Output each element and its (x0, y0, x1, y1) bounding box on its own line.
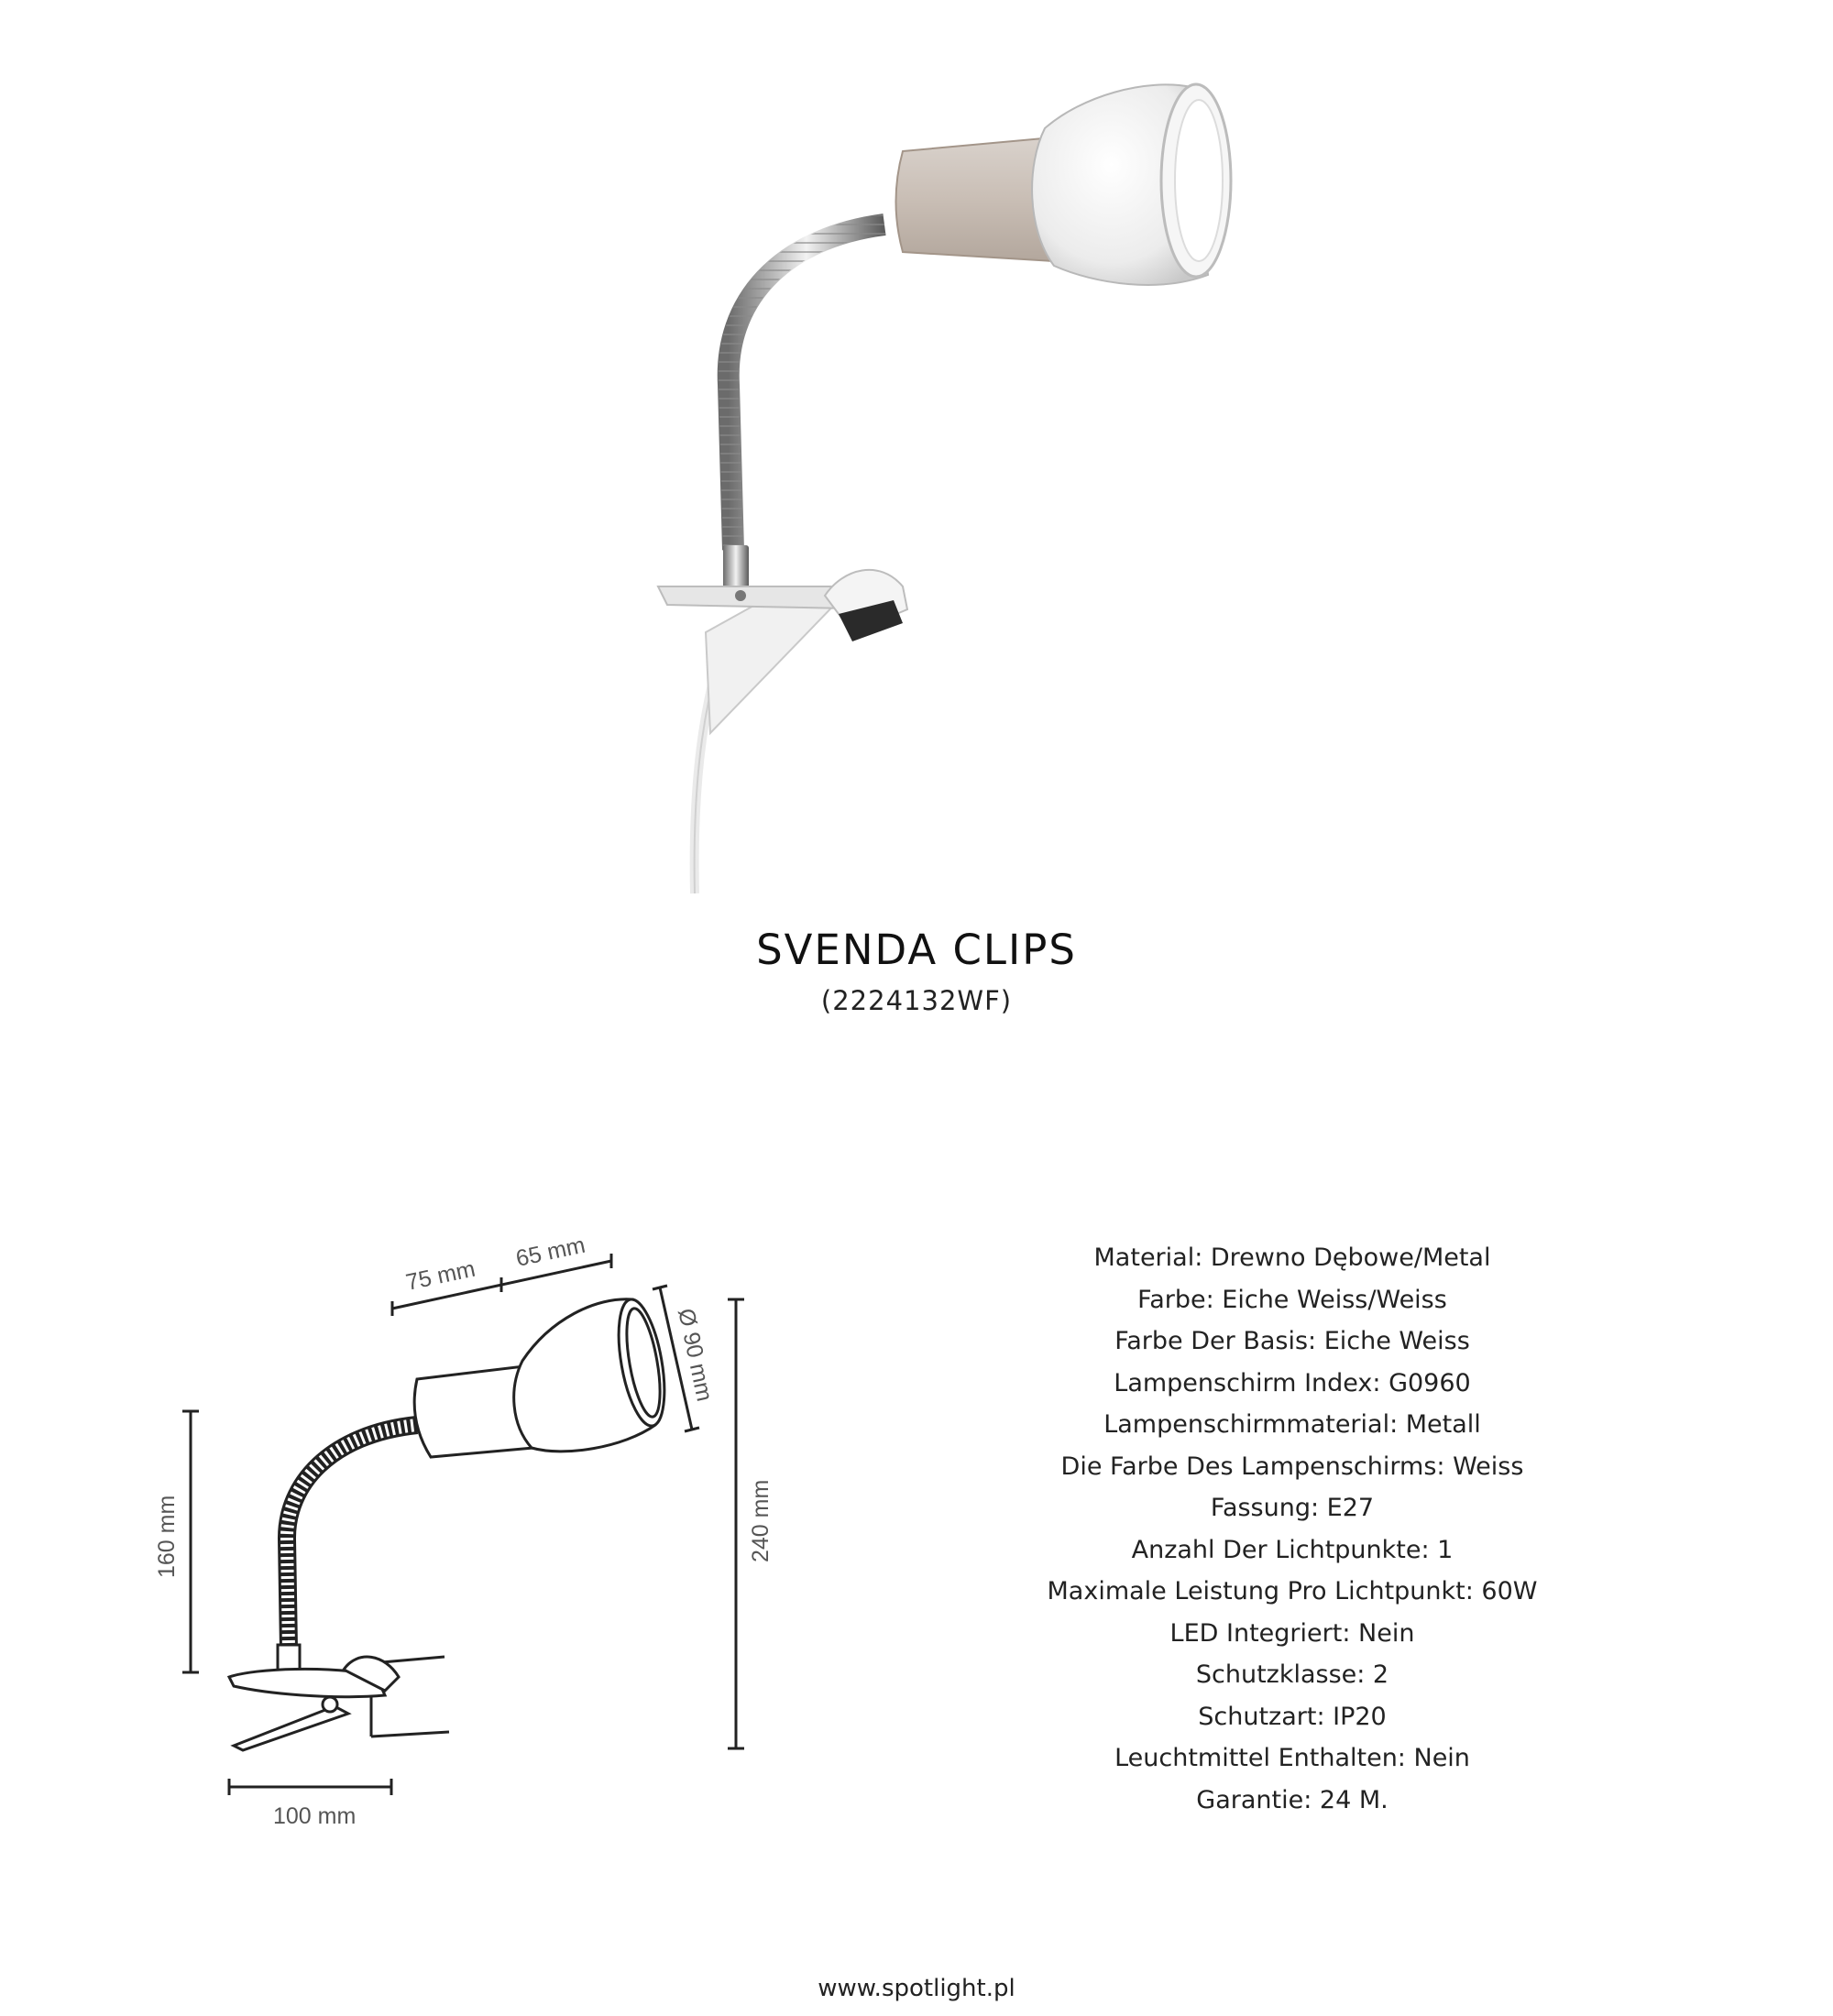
spec-ip-rating: Schutzart: IP20 (1198, 1702, 1387, 1731)
dimension-100mm: 100 mm (273, 1803, 357, 1824)
spec-shade-color: Die Farbe Des Lampenschirms: Weiss (1060, 1452, 1524, 1481)
dimension-160mm: 160 mm (154, 1495, 180, 1578)
spec-bulb-included: Leuchtmittel Enthalten: Nein (1114, 1744, 1470, 1772)
product-photo (0, 0, 1833, 898)
spec-shade-material: Lampenschirmmaterial: Metall (1103, 1410, 1481, 1439)
spec-color: Farbe: Eiche Weiss/Weiss (1137, 1285, 1447, 1314)
spec-max-power: Maximale Leistung Pro Lichtpunkt: 60W (1047, 1577, 1538, 1605)
dimension-75mm: 75 mm (403, 1255, 477, 1296)
dimension-240mm: 240 mm (748, 1479, 774, 1562)
spec-socket: Fassung: E27 (1210, 1494, 1375, 1522)
dimension-line-100 (229, 1779, 391, 1795)
spec-protection-class: Schutzklasse: 2 (1195, 1660, 1389, 1689)
spec-warranty: Garantie: 24 M. (1196, 1785, 1388, 1814)
website-link[interactable]: www.spotlight.pl (818, 1975, 1015, 2002)
dimension-line-240 (728, 1299, 744, 1748)
dimension-65mm: 65 mm (513, 1232, 587, 1272)
spec-list (1008, 1237, 1576, 1821)
spec-shade-index: Lampenschirm Index: G0960 (1114, 1368, 1471, 1397)
product-title: SVENDA CLIPS (756, 926, 1077, 974)
dimension-diameter: Ø 90 mm (673, 1306, 718, 1404)
spec-led-integrated: LED Integriert: Nein (1169, 1618, 1415, 1648)
dimension-drawing (137, 1219, 779, 1824)
lamp-outline (229, 1296, 673, 1750)
spec-material: Material: Drewno Dębowe/Metal (1093, 1244, 1491, 1272)
dimension-line-160 (182, 1411, 199, 1672)
spec-light-points: Anzahl Der Lichtpunkte: 1 (1131, 1535, 1454, 1564)
spec-base-color: Farbe Der Basis: Eiche Weiss (1114, 1327, 1470, 1355)
product-code: (2224132WF) (820, 985, 1013, 1016)
